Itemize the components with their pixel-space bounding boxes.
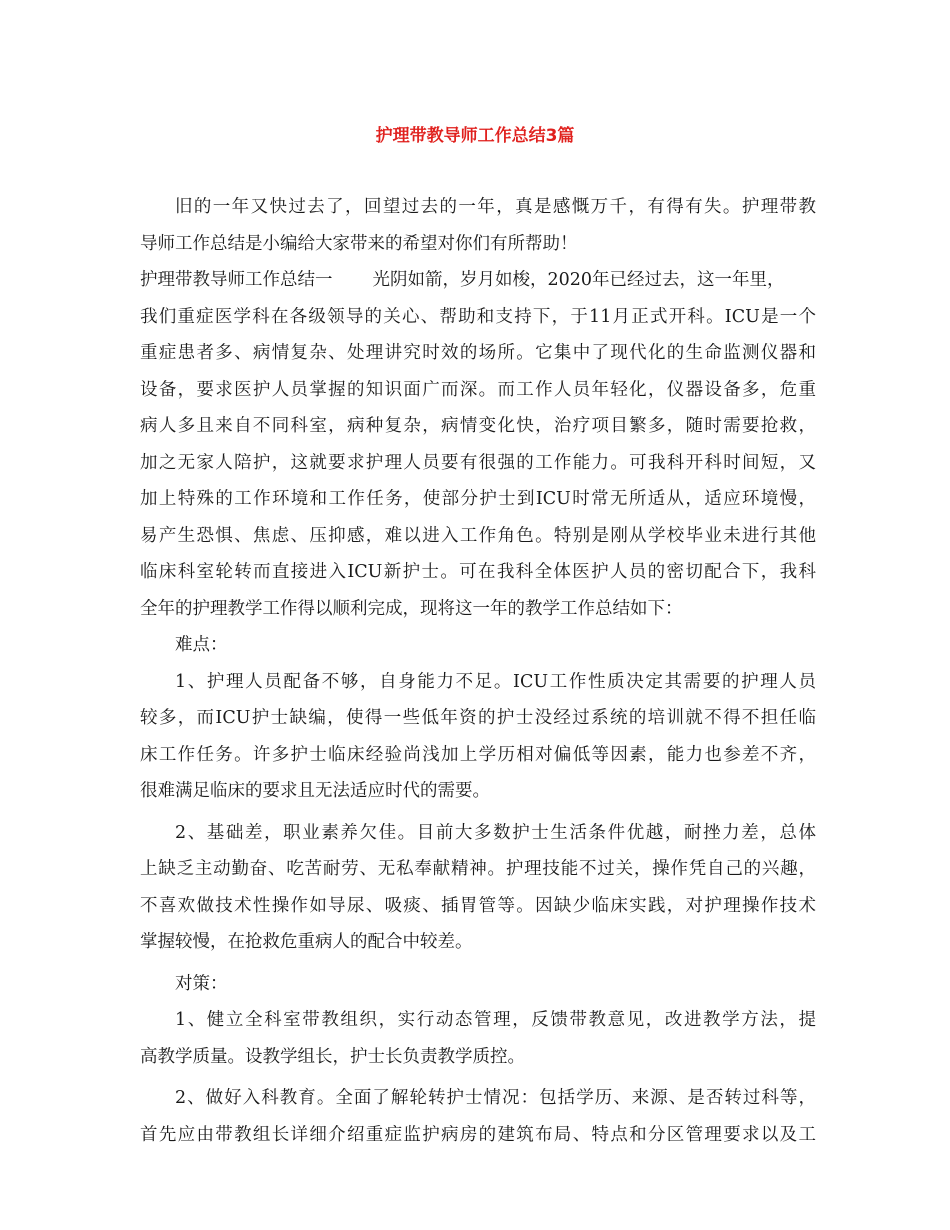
paragraph-line: 高教学质量。设教学组长，护士长负责教学质控。 <box>140 1046 525 1067</box>
paragraph-line: 1、护理人员配备不够，自身能力不足。ICU工作性质决定其需要的护理人员 <box>175 671 816 692</box>
paragraph-line: 旧的一年又快过去了，回望过去的一年，真是感慨万千，有得有失。护理带教 <box>175 197 816 217</box>
paragraph-line <box>140 265 816 302</box>
paragraph-line: 全年的护理教学工作得以顺利完成，现将这一年的教学工作总结如下： <box>140 598 683 619</box>
paragraph-line: 2、基础差，职业素养欠佳。目前大多数护士生活条件优越，耐挫力差，总体 <box>175 822 816 843</box>
paragraph-line: 1、健立全科室带教组织，实行动态管理，反馈带教意见，改进教学方法，提 <box>175 1010 816 1030</box>
paragraph-line: 2、做好入科教育。全面了解轮转护士情况：包括学历、来源、是否转过科等， <box>175 1088 816 1108</box>
paragraph-line: 病人多且来自不同科室，病种复杂，病情变化快，治疗项目繁多，随时需要抢救， <box>140 416 816 436</box>
paragraph-line: 加上特殊的工作环境和工作任务，使部分护士到ICU时常无所适从，适应环境慢， <box>140 489 816 509</box>
paragraph-line: 导师工作总结是小编给大家带来的希望对你们有所帮助！ <box>140 233 578 254</box>
document-title: 护理带教导师工作总结3篇 <box>375 126 575 146</box>
paragraph-line: 首先应由带教组长详细介绍重症监护病房的建筑布局、特点和分区管理要求以及工 <box>140 1124 816 1145</box>
document-body <box>140 192 816 1156</box>
paragraph-line: 易产生恐惧、焦虑、压抑感，难以进入工作角色。特别是刚从学校毕业未进行其他 <box>140 525 816 546</box>
line-text: 光阴如箭，岁月如梭，2020年已经过去，这一年里， <box>372 270 785 290</box>
paragraph-line: 重症患者多、病情复杂、处理讲究时效的场所。它集中了现代化的生命监测仪器和 <box>140 343 816 363</box>
paragraph-line: 我们重症医学科在各级领导的关心、帮助和支持下，于11月正式开科。ICU是一个 <box>140 306 816 327</box>
paragraph-line: 加之无家人陪护，这就要求护理人员要有很强的工作能力。可我科开科时间短，又 <box>140 452 816 473</box>
section-heading-text: 护理带教导师工作总结一 <box>140 270 333 290</box>
paragraph-line: 掌握较慢，在抢救危重病人的配合中较差。 <box>140 932 473 952</box>
paragraph-line: 临床科室轮转而直接进入ICU新护士。可在我科全体医护人员的密切配合下，我科 <box>140 562 816 582</box>
paragraph-line: 设备，要求医护人员掌握的知识面广而深。而工作人员年轻化，仪器设备多，危重 <box>140 379 816 400</box>
paragraph-line: 难点： <box>175 635 228 655</box>
paragraph-line: 对策： <box>175 973 228 994</box>
paragraph-line: 不喜欢做技术性操作如导尿、吸痰、插胃管等。因缺少临床实践，对护理操作技术 <box>140 895 816 916</box>
paragraph-line: 床工作任务。许多护士临床经验尚浅加上学历相对偏低等因素，能力也参差不齐， <box>140 744 816 765</box>
paragraph-line: 较多，而ICU护士缺编，使得一些低年资的护士没经过系统的培训就不得不担任临 <box>140 708 816 728</box>
paragraph-line: 很难满足临床的要求且无法适应时代的需要。 <box>140 781 490 801</box>
paragraph-line: 上缺乏主动勤奋、吃苦耐劳、无私奉献精神。护理技能不过关，操作凭自己的兴趣， <box>140 859 816 879</box>
